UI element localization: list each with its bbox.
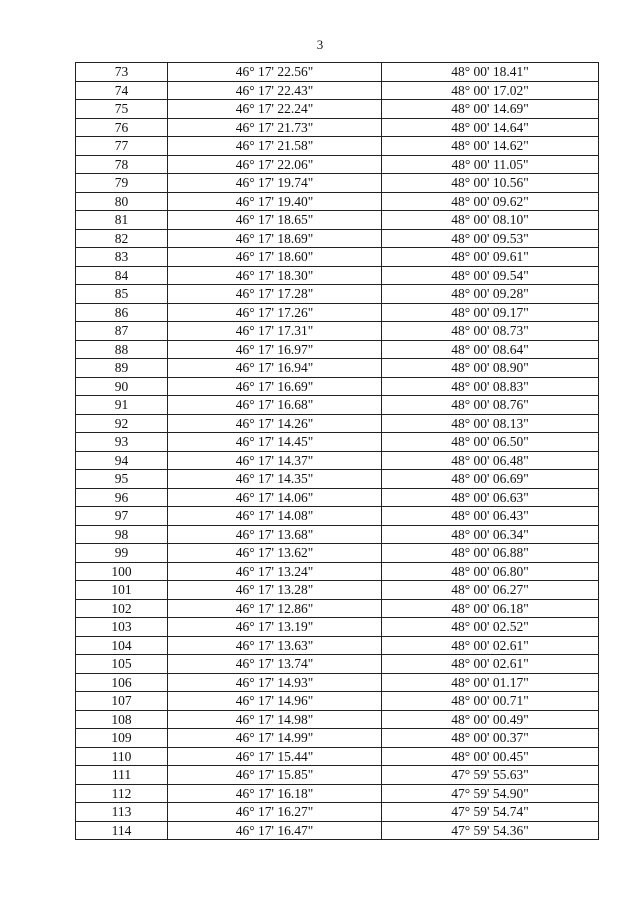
table-row: [76, 414, 599, 433]
longitude-cell: 47° 59' 54.74": [382, 803, 599, 822]
latitude-cell: 46° 17' 19.40": [168, 192, 382, 211]
latitude-cell: 46° 17' 19.74": [168, 174, 382, 193]
point-number-cell: 94: [76, 451, 168, 470]
point-number-cell: 107: [76, 692, 168, 711]
longitude-cell: 48° 00' 06.63": [382, 488, 599, 507]
table-row: [76, 636, 599, 655]
point-number-cell: 103: [76, 618, 168, 637]
table-row: [76, 248, 599, 267]
longitude-cell: 48° 00' 08.64": [382, 340, 599, 359]
latitude-cell: 46° 17' 13.24": [168, 562, 382, 581]
latitude-cell: 46° 17' 13.74": [168, 655, 382, 674]
longitude-cell: 48° 00' 09.28": [382, 285, 599, 304]
table-row: [76, 766, 599, 785]
table-row: [76, 544, 599, 563]
longitude-cell: 48° 00' 02.52": [382, 618, 599, 637]
table-row: [76, 266, 599, 285]
point-number-cell: 88: [76, 340, 168, 359]
latitude-cell: 46° 17' 18.30": [168, 266, 382, 285]
point-number-cell: 87: [76, 322, 168, 341]
longitude-cell: 48° 00' 02.61": [382, 636, 599, 655]
coordinates-table: [75, 62, 599, 840]
longitude-cell: 48° 00' 06.50": [382, 433, 599, 452]
table-row: [76, 747, 599, 766]
latitude-cell: 46° 17' 14.96": [168, 692, 382, 711]
point-number-cell: 114: [76, 821, 168, 840]
latitude-cell: 46° 17' 22.24": [168, 100, 382, 119]
longitude-cell: 48° 00' 06.27": [382, 581, 599, 600]
latitude-cell: 46° 17' 16.69": [168, 377, 382, 396]
table-row: [76, 618, 599, 637]
table-row: [76, 322, 599, 341]
longitude-cell: 48° 00' 06.88": [382, 544, 599, 563]
latitude-cell: 46° 17' 17.31": [168, 322, 382, 341]
table-row: [76, 229, 599, 248]
longitude-cell: 48° 00' 08.83": [382, 377, 599, 396]
latitude-cell: 46° 17' 16.68": [168, 396, 382, 415]
point-number-cell: 74: [76, 81, 168, 100]
latitude-cell: 46° 17' 14.99": [168, 729, 382, 748]
point-number-cell: 108: [76, 710, 168, 729]
point-number-cell: 100: [76, 562, 168, 581]
longitude-cell: 48° 00' 14.64": [382, 118, 599, 137]
table-row: [76, 377, 599, 396]
latitude-cell: 46° 17' 13.28": [168, 581, 382, 600]
longitude-cell: 48° 00' 00.45": [382, 747, 599, 766]
latitude-cell: 46° 17' 16.97": [168, 340, 382, 359]
table-row: [76, 821, 599, 840]
point-number-cell: 106: [76, 673, 168, 692]
point-number-cell: 111: [76, 766, 168, 785]
longitude-cell: 48° 00' 17.02": [382, 81, 599, 100]
table-row: [76, 507, 599, 526]
longitude-cell: 48° 00' 06.48": [382, 451, 599, 470]
table-row: [76, 100, 599, 119]
point-number-cell: 75: [76, 100, 168, 119]
table-row: [76, 599, 599, 618]
table-row: [76, 803, 599, 822]
table-row: [76, 692, 599, 711]
point-number-cell: 93: [76, 433, 168, 452]
latitude-cell: 46° 17' 21.73": [168, 118, 382, 137]
table-row: [76, 581, 599, 600]
longitude-cell: 47° 59' 54.36": [382, 821, 599, 840]
latitude-cell: 46° 17' 14.08": [168, 507, 382, 526]
table-row: [76, 710, 599, 729]
point-number-cell: 90: [76, 377, 168, 396]
point-number-cell: 86: [76, 303, 168, 322]
latitude-cell: 46° 17' 15.44": [168, 747, 382, 766]
longitude-cell: 48° 00' 00.37": [382, 729, 599, 748]
table-row: [76, 81, 599, 100]
longitude-cell: 48° 00' 08.73": [382, 322, 599, 341]
longitude-cell: 48° 00' 09.17": [382, 303, 599, 322]
point-number-cell: 85: [76, 285, 168, 304]
coordinates-table-body: [76, 63, 599, 840]
page-number: 3: [316, 37, 324, 52]
longitude-cell: 48° 00' 00.49": [382, 710, 599, 729]
point-number-cell: 77: [76, 137, 168, 156]
point-number-cell: 92: [76, 414, 168, 433]
latitude-cell: 46° 17' 14.45": [168, 433, 382, 452]
latitude-cell: 46° 17' 16.27": [168, 803, 382, 822]
point-number-cell: 73: [76, 63, 168, 82]
point-number-cell: 81: [76, 211, 168, 230]
longitude-cell: 47° 59' 55.63": [382, 766, 599, 785]
longitude-cell: 47° 59' 54.90": [382, 784, 599, 803]
longitude-cell: 48° 00' 18.41": [382, 63, 599, 82]
point-number-cell: 97: [76, 507, 168, 526]
latitude-cell: 46° 17' 13.68": [168, 525, 382, 544]
latitude-cell: 46° 17' 16.94": [168, 359, 382, 378]
longitude-cell: 48° 00' 09.54": [382, 266, 599, 285]
table-row: [76, 729, 599, 748]
table-row: [76, 433, 599, 452]
latitude-cell: 46° 17' 16.47": [168, 821, 382, 840]
table-row: [76, 211, 599, 230]
table-row: [76, 155, 599, 174]
latitude-cell: 46° 17' 14.93": [168, 673, 382, 692]
point-number-cell: 83: [76, 248, 168, 267]
point-number-cell: 110: [76, 747, 168, 766]
table-row: [76, 285, 599, 304]
table-row: [76, 63, 599, 82]
longitude-cell: 48° 00' 00.71": [382, 692, 599, 711]
longitude-cell: 48° 00' 06.18": [382, 599, 599, 618]
point-number-cell: 104: [76, 636, 168, 655]
point-number-cell: 96: [76, 488, 168, 507]
point-number-cell: 99: [76, 544, 168, 563]
latitude-cell: 46° 17' 22.56": [168, 63, 382, 82]
longitude-cell: 48° 00' 09.53": [382, 229, 599, 248]
longitude-cell: 48° 00' 09.61": [382, 248, 599, 267]
point-number-cell: 101: [76, 581, 168, 600]
latitude-cell: 46° 17' 12.86": [168, 599, 382, 618]
table-row: [76, 470, 599, 489]
point-number-cell: 79: [76, 174, 168, 193]
latitude-cell: 46° 17' 14.06": [168, 488, 382, 507]
latitude-cell: 46° 17' 22.43": [168, 81, 382, 100]
longitude-cell: 48° 00' 11.05": [382, 155, 599, 174]
point-number-cell: 78: [76, 155, 168, 174]
longitude-cell: 48° 00' 06.43": [382, 507, 599, 526]
table-row: [76, 192, 599, 211]
latitude-cell: 46° 17' 16.18": [168, 784, 382, 803]
latitude-cell: 46° 17' 14.98": [168, 710, 382, 729]
point-number-cell: 95: [76, 470, 168, 489]
latitude-cell: 46° 17' 18.60": [168, 248, 382, 267]
point-number-cell: 76: [76, 118, 168, 137]
table-row: [76, 340, 599, 359]
latitude-cell: 46° 17' 18.69": [168, 229, 382, 248]
latitude-cell: 46° 17' 14.26": [168, 414, 382, 433]
table-row: [76, 673, 599, 692]
latitude-cell: 46° 17' 22.06": [168, 155, 382, 174]
point-number-cell: 80: [76, 192, 168, 211]
table-row: [76, 784, 599, 803]
table-row: [76, 655, 599, 674]
longitude-cell: 48° 00' 02.61": [382, 655, 599, 674]
table-row: [76, 359, 599, 378]
longitude-cell: 48° 00' 06.34": [382, 525, 599, 544]
point-number-cell: 105: [76, 655, 168, 674]
latitude-cell: 46° 17' 15.85": [168, 766, 382, 785]
longitude-cell: 48° 00' 08.90": [382, 359, 599, 378]
longitude-cell: 48° 00' 08.76": [382, 396, 599, 415]
latitude-cell: 46° 17' 13.63": [168, 636, 382, 655]
point-number-cell: 109: [76, 729, 168, 748]
point-number-cell: 98: [76, 525, 168, 544]
point-number-cell: 82: [76, 229, 168, 248]
table-row: [76, 488, 599, 507]
latitude-cell: 46° 17' 17.28": [168, 285, 382, 304]
point-number-cell: 102: [76, 599, 168, 618]
point-number-cell: 89: [76, 359, 168, 378]
point-number-cell: 112: [76, 784, 168, 803]
latitude-cell: 46° 17' 14.37": [168, 451, 382, 470]
table-row: [76, 137, 599, 156]
latitude-cell: 46° 17' 21.58": [168, 137, 382, 156]
table-row: [76, 525, 599, 544]
point-number-cell: 113: [76, 803, 168, 822]
longitude-cell: 48° 00' 08.13": [382, 414, 599, 433]
longitude-cell: 48° 00' 14.69": [382, 100, 599, 119]
table-row: [76, 562, 599, 581]
table-row: [76, 118, 599, 137]
longitude-cell: 48° 00' 10.56": [382, 174, 599, 193]
table-row: [76, 396, 599, 415]
latitude-cell: 46° 17' 18.65": [168, 211, 382, 230]
longitude-cell: 48° 00' 01.17": [382, 673, 599, 692]
latitude-cell: 46° 17' 14.35": [168, 470, 382, 489]
longitude-cell: 48° 00' 09.62": [382, 192, 599, 211]
point-number-cell: 91: [76, 396, 168, 415]
table-row: [76, 303, 599, 322]
table-row: [76, 451, 599, 470]
latitude-cell: 46° 17' 17.26": [168, 303, 382, 322]
latitude-cell: 46° 17' 13.62": [168, 544, 382, 563]
table-row: [76, 174, 599, 193]
longitude-cell: 48° 00' 06.80": [382, 562, 599, 581]
latitude-cell: 46° 17' 13.19": [168, 618, 382, 637]
longitude-cell: 48° 00' 08.10": [382, 211, 599, 230]
point-number-cell: 84: [76, 266, 168, 285]
longitude-cell: 48° 00' 14.62": [382, 137, 599, 156]
longitude-cell: 48° 00' 06.69": [382, 470, 599, 489]
